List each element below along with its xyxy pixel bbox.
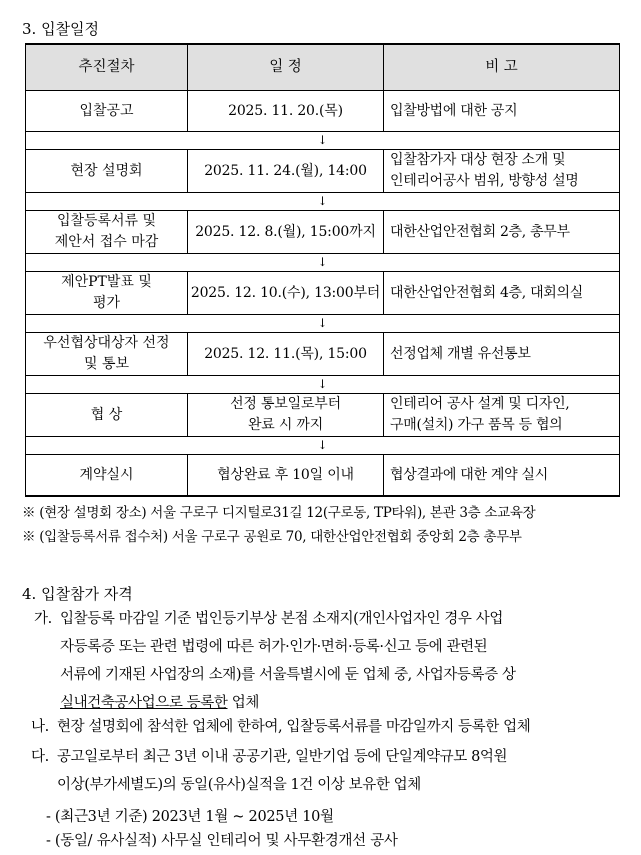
qualification-item-ga [34, 605, 624, 717]
header-date: 일 정 [188, 44, 384, 91]
note-briefing-location: ※ (현장 설명회 장소) 서울 구로구 디지털로31길 12(구로동, TP타워), 본관 3층 소교육장 [22, 505, 536, 521]
item-line: 현장 설명회에 참석한 업체에 한하여, 입찰등록서류를 마감일까지 등록한 업체 [57, 719, 531, 735]
item-line: 자등록증 또는 관련 법령에 따른 허가·인가·면허·등록·신고 등에 관련된 [60, 639, 488, 655]
schedule-cell-note [384, 272, 620, 315]
cell-line: 및 통보 [83, 356, 130, 372]
cell-line: 입찰방법에 대한 공지 [390, 102, 518, 119]
item-line-rest: 업체 [227, 695, 259, 711]
header-note: 비 고 [384, 44, 620, 91]
schedule-row [26, 91, 620, 132]
cell-line: 입찰참가자 대상 현장 소개 및 [390, 152, 566, 168]
cell-line: 계약실시 [79, 466, 134, 483]
sub-item-period: - (최근3년 기준) 2023년 1월 ~ 2025년 10월 [46, 809, 334, 825]
qualification-item-da [31, 743, 621, 799]
schedule-cell-step [26, 394, 188, 437]
schedule-cell-step [26, 211, 188, 254]
schedule-cell-step [26, 272, 188, 315]
schedule-cell-date [188, 333, 384, 376]
section-3-title: 3. 입찰일정 [22, 20, 100, 38]
cell-line: 협 상 [90, 406, 123, 423]
cell-line: 2025. 11. 24.(월), 14:00 [204, 162, 367, 179]
schedule-cell-note [384, 455, 620, 497]
cell-line: 선정 통보일로부터 [230, 396, 341, 412]
cell-line: 인테리어 공사 설계 및 디자인, [390, 396, 570, 412]
schedule-cell-date [188, 394, 384, 437]
schedule-cell-note [384, 211, 620, 254]
schedule-cell-step [26, 333, 188, 376]
cell-line: 완료 시 까지 [247, 417, 324, 433]
cell-line: 평가 [92, 295, 121, 311]
schedule-cell-note [384, 333, 620, 376]
schedule-cell-note [384, 394, 620, 437]
schedule-row [26, 333, 620, 376]
cell-line: 2025. 12. 11.(목), 15:00 [204, 345, 367, 362]
cell-line: 입찰공고 [79, 102, 134, 119]
qualification-item-na [31, 713, 621, 741]
down-arrow-icon: ↓ [26, 193, 620, 211]
item-line: 공고일로부터 최근 3년 이내 공공기관, 일반기업 등에 단일계약규모 8억원 [57, 749, 508, 765]
schedule-row [26, 394, 620, 437]
schedule-arrow-row [26, 132, 620, 150]
schedule-cell-step [26, 150, 188, 193]
cell-line: 협상완료 후 10일 이내 [217, 466, 354, 483]
cell-line: 현장 설명회 [70, 162, 143, 179]
item-marker: 가. [34, 611, 52, 627]
schedule-cell-date [188, 455, 384, 497]
cell-line: 2025. 11. 20.(목) [228, 102, 343, 119]
cell-line: 제안서 접수 마감 [54, 234, 159, 250]
schedule-row [26, 455, 620, 497]
note-submission-location: ※ (입찰등록서류 접수처) 서울 구로구 공원로 70, 대한산업안전협회 중앙회 2층 총무부 [22, 529, 522, 545]
cell-line: 2025. 12. 10.(수), 13:00부터 [190, 284, 381, 301]
item-line: 입찰등록 마감일 기준 법인등기부상 본점 소재지(개인사업자인 경우 사업 [60, 611, 503, 627]
schedule-arrow-row [26, 193, 620, 211]
schedule-cell-date [188, 91, 384, 132]
schedule-header-row [26, 44, 620, 91]
down-arrow-icon: ↓ [26, 254, 620, 272]
cell-line: 구매(설치) 가구 품목 등 협의 [390, 417, 563, 433]
schedule-arrow-row [26, 315, 620, 333]
cell-line: 인테리어공사 범위, 방향성 설명 [390, 173, 579, 189]
item-marker: 다. [31, 749, 49, 765]
schedule-row [26, 211, 620, 254]
schedule-row [26, 150, 620, 193]
schedule-cell-date [188, 272, 384, 315]
schedule-row [26, 272, 620, 315]
down-arrow-icon: ↓ [26, 132, 620, 150]
cell-line: 대한산업안전협회 4층, 대회의실 [390, 284, 583, 301]
cell-line: 2025. 12. 8.(월), 15:00까지 [195, 223, 376, 240]
item-marker: 나. [31, 719, 49, 735]
schedule-cell-date [188, 150, 384, 193]
schedule-cell-step [26, 91, 188, 132]
cell-line: 협상결과에 대한 계약 실시 [390, 466, 548, 483]
cell-line: 입찰등록서류 및 [56, 213, 157, 229]
schedule-arrow-row [26, 254, 620, 272]
down-arrow-icon: ↓ [26, 437, 620, 455]
down-arrow-icon: ↓ [26, 376, 620, 394]
cell-line: 우선협상대상자 선정 [43, 335, 170, 351]
schedule-cell-step [26, 455, 188, 497]
item-underlined-text: 실내건축공사업으로 등록한 [60, 695, 228, 711]
item-line: 서류에 기재된 사업장의 소재)를 서울특별시에 둔 업체 중, 사업자등록증 상 [60, 667, 516, 683]
schedule-cell-note [384, 150, 620, 193]
cell-line: 선정업체 개별 유선통보 [390, 345, 531, 362]
schedule-table [25, 43, 620, 497]
section-4-title: 4. 입찰참가 자격 [22, 585, 133, 603]
down-arrow-icon: ↓ [26, 315, 620, 333]
cell-line: 제안PT발표 및 [61, 274, 152, 290]
schedule-arrow-row [26, 376, 620, 394]
cell-line: 대한산업안전협회 2층, 총무부 [390, 223, 570, 240]
sub-item-similar-work: - (동일/ 유사실적) 사무실 인테리어 및 사무환경개선 공사 [46, 833, 398, 849]
header-step: 추진절차 [26, 44, 188, 91]
schedule-arrow-row [26, 437, 620, 455]
schedule-cell-date [188, 211, 384, 254]
item-line: 이상(부가세별도)의 동일(유사)실적을 1건 이상 보유한 업체 [57, 777, 421, 793]
schedule-cell-note [384, 91, 620, 132]
